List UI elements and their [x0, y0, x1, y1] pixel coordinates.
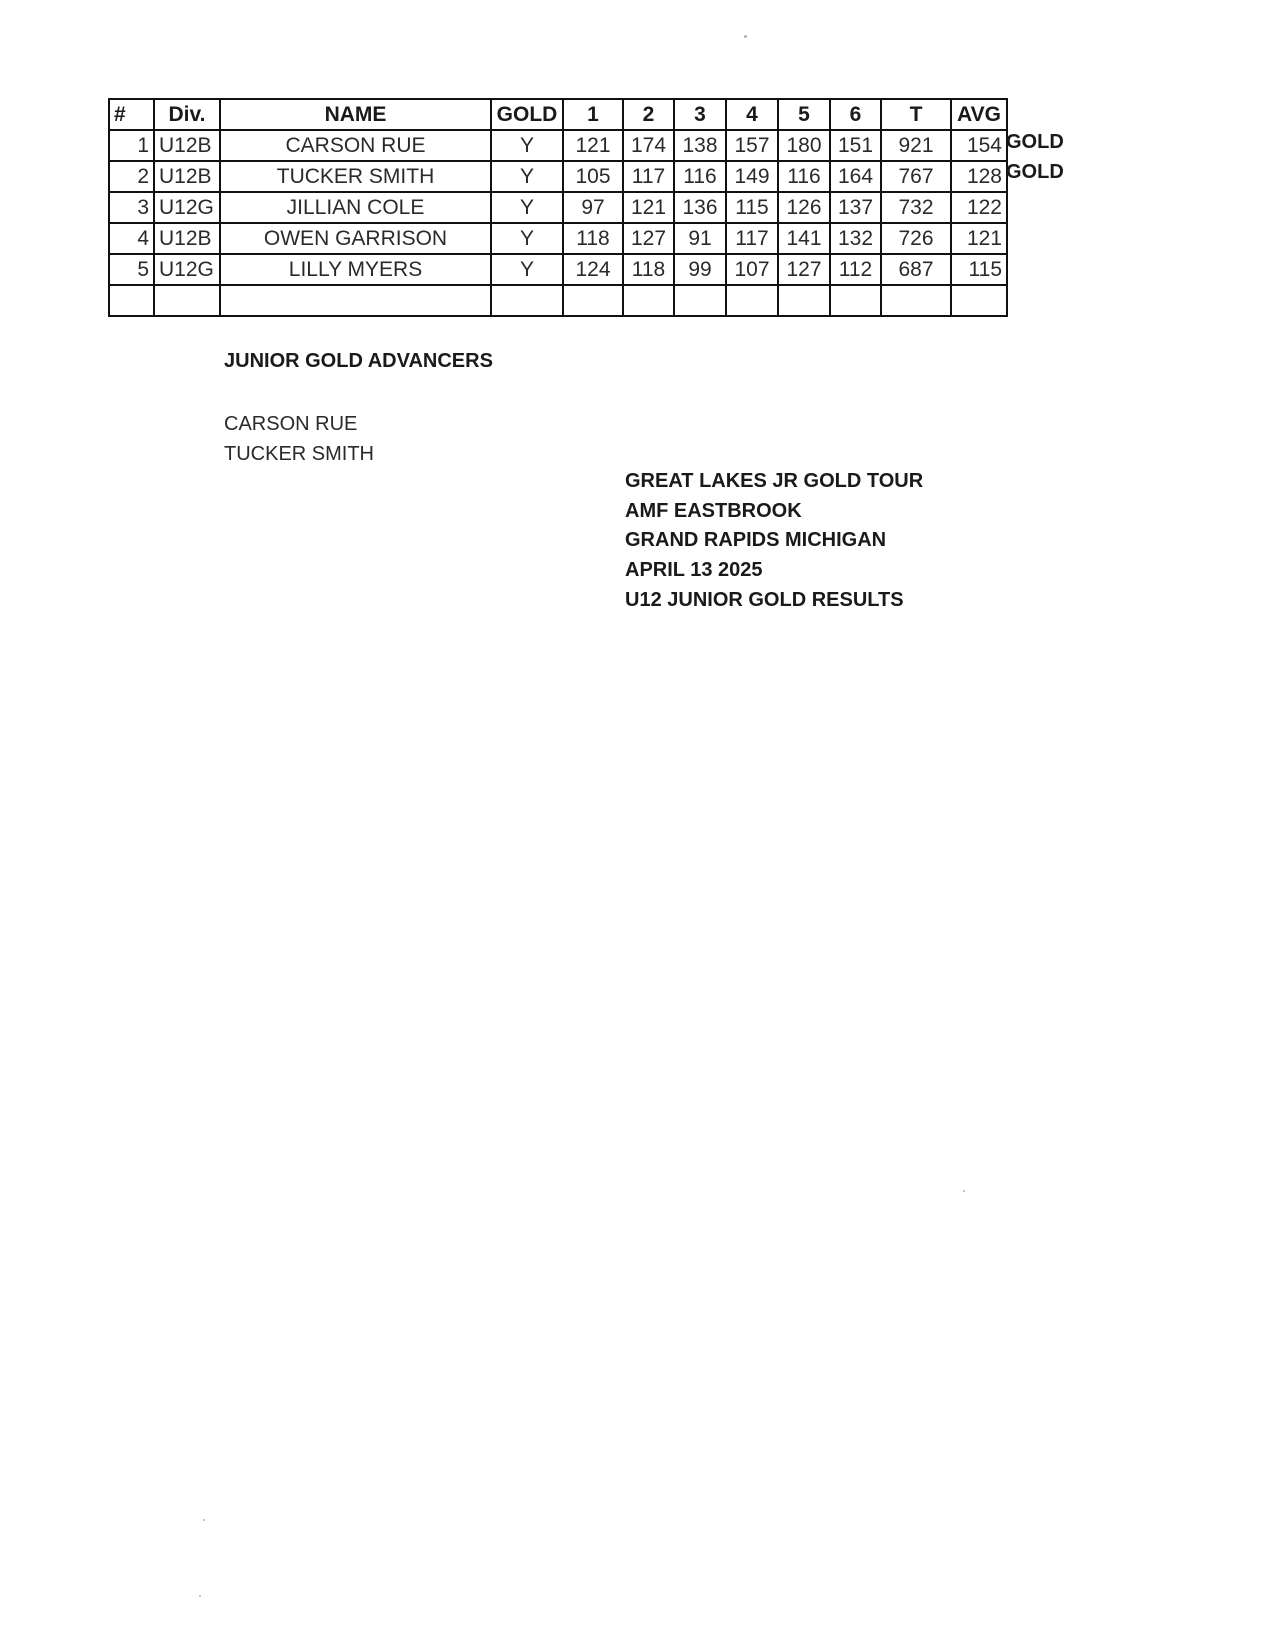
empty-cell	[623, 285, 674, 316]
advancers-list	[224, 409, 374, 469]
cell-game-2: 118	[623, 254, 674, 285]
event-results-title: U12 JUNIOR GOLD RESULTS	[625, 588, 904, 611]
table-row	[109, 161, 1007, 192]
cell-gold: Y	[491, 192, 563, 223]
scan-speck	[963, 1190, 965, 1192]
cell-name: LILLY MYERS	[220, 254, 491, 285]
advancers-heading: JUNIOR GOLD ADVANCERS	[224, 350, 493, 372]
header-cell-division: Div.	[154, 99, 220, 130]
cell-number: 2	[109, 161, 154, 192]
cell-total: 732	[881, 192, 951, 223]
cell-game-2: 121	[623, 192, 674, 223]
empty-cell	[674, 285, 726, 316]
cell-game-3: 99	[674, 254, 726, 285]
empty-cell	[726, 285, 778, 316]
cell-total: 921	[881, 130, 951, 161]
cell-division: U12G	[154, 254, 220, 285]
cell-game-1: 105	[563, 161, 623, 192]
scan-speck	[199, 1595, 201, 1597]
table-row	[109, 223, 1007, 254]
header-cell-game-1: 1	[563, 99, 623, 130]
empty-cell	[881, 285, 951, 316]
cell-game-4: 117	[726, 223, 778, 254]
scan-speck	[744, 35, 747, 38]
results-table	[108, 98, 1008, 317]
event-venue: AMF EASTBROOK	[625, 499, 802, 522]
cell-game-5: 141	[778, 223, 830, 254]
cell-game-5: 127	[778, 254, 830, 285]
advancer-name: TUCKER SMITH	[224, 443, 374, 465]
cell-gold: Y	[491, 223, 563, 254]
cell-division: U12B	[154, 161, 220, 192]
cell-game-1: 97	[563, 192, 623, 223]
cell-game-1: 118	[563, 223, 623, 254]
cell-average: 154	[951, 130, 1007, 161]
cell-game-6: 132	[830, 223, 881, 254]
cell-total: 687	[881, 254, 951, 285]
cell-game-5: 180	[778, 130, 830, 161]
header-cell-game-6: 6	[830, 99, 881, 130]
cell-game-6: 137	[830, 192, 881, 223]
cell-game-4: 115	[726, 192, 778, 223]
gold-flag: GOLD	[1006, 131, 1064, 153]
cell-game-2: 174	[623, 130, 674, 161]
event-date: APRIL 13 2025	[625, 559, 763, 582]
cell-division: U12B	[154, 223, 220, 254]
cell-average: 115	[951, 254, 1007, 285]
header-cell-number: #	[109, 99, 154, 130]
event-location: GRAND RAPIDS MICHIGAN	[625, 529, 887, 552]
cell-game-4: 149	[726, 161, 778, 192]
cell-game-3: 91	[674, 223, 726, 254]
table-header-row	[109, 99, 1007, 130]
cell-game-4: 107	[726, 254, 778, 285]
header-cell-gold: GOLD	[491, 99, 563, 130]
event-info	[625, 467, 923, 616]
cell-gold: Y	[491, 161, 563, 192]
cell-total: 767	[881, 161, 951, 192]
cell-game-5: 126	[778, 192, 830, 223]
header-cell-game-2: 2	[623, 99, 674, 130]
cell-game-3: 138	[674, 130, 726, 161]
cell-game-4: 157	[726, 130, 778, 161]
cell-game-6: 151	[830, 130, 881, 161]
cell-game-1: 124	[563, 254, 623, 285]
scan-speck	[203, 1519, 205, 1521]
empty-cell	[563, 285, 623, 316]
header-cell-game-5: 5	[778, 99, 830, 130]
cell-game-3: 136	[674, 192, 726, 223]
cell-game-2: 127	[623, 223, 674, 254]
table-row-empty	[109, 285, 1007, 316]
empty-cell	[830, 285, 881, 316]
empty-cell	[951, 285, 1007, 316]
cell-average: 128	[951, 161, 1007, 192]
cell-average: 121	[951, 223, 1007, 254]
header-cell-total: T	[881, 99, 951, 130]
cell-number: 1	[109, 130, 154, 161]
cell-name: OWEN GARRISON	[220, 223, 491, 254]
header-cell-average: AVG	[951, 99, 1007, 130]
cell-game-6: 112	[830, 254, 881, 285]
cell-name: TUCKER SMITH	[220, 161, 491, 192]
cell-number: 3	[109, 192, 154, 223]
cell-game-2: 117	[623, 161, 674, 192]
empty-cell	[491, 285, 563, 316]
table-row	[109, 254, 1007, 285]
header-cell-game-4: 4	[726, 99, 778, 130]
empty-cell	[109, 285, 154, 316]
table-row	[109, 192, 1007, 223]
table-row	[109, 130, 1007, 161]
empty-cell	[778, 285, 830, 316]
cell-name: JILLIAN COLE	[220, 192, 491, 223]
cell-number: 5	[109, 254, 154, 285]
cell-game-1: 121	[563, 130, 623, 161]
empty-cell	[154, 285, 220, 316]
cell-name: CARSON RUE	[220, 130, 491, 161]
cell-division: U12G	[154, 192, 220, 223]
header-cell-name: NAME	[220, 99, 491, 130]
cell-number: 4	[109, 223, 154, 254]
advancer-name: CARSON RUE	[224, 413, 358, 435]
cell-game-3: 116	[674, 161, 726, 192]
cell-game-6: 164	[830, 161, 881, 192]
cell-gold: Y	[491, 130, 563, 161]
empty-cell	[220, 285, 491, 316]
header-cell-game-3: 3	[674, 99, 726, 130]
cell-division: U12B	[154, 130, 220, 161]
cell-total: 726	[881, 223, 951, 254]
cell-average: 122	[951, 192, 1007, 223]
cell-game-5: 116	[778, 161, 830, 192]
cell-gold: Y	[491, 254, 563, 285]
event-tour-name: GREAT LAKES JR GOLD TOUR	[625, 470, 924, 492]
gold-flag: GOLD	[1006, 161, 1064, 183]
